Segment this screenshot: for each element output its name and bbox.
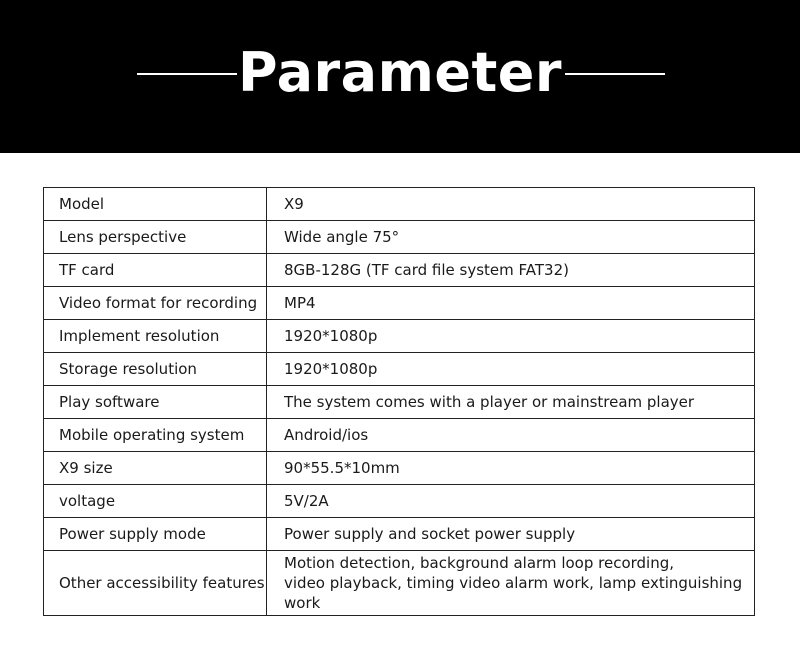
header-banner: [0, 0, 800, 153]
row-label: Implement resolution: [44, 320, 267, 353]
row-value: [267, 551, 755, 616]
row-label: X9 size: [44, 452, 267, 485]
row-value: Wide angle 75°: [267, 221, 755, 254]
row-value: X9: [267, 188, 755, 221]
row-label: Play software: [44, 386, 267, 419]
table-row: [44, 353, 755, 386]
row-label: Mobile operating system: [44, 419, 267, 452]
row-label: voltage: [44, 485, 267, 518]
row-label: Lens perspective: [44, 221, 267, 254]
row-value: 90*55.5*10mm: [267, 452, 755, 485]
table-row: [44, 221, 755, 254]
title-divider-right: [565, 73, 665, 75]
table-row: [44, 287, 755, 320]
table-row: [44, 386, 755, 419]
row-label: Power supply mode: [44, 518, 267, 551]
parameter-table: [43, 187, 755, 616]
table-row: [44, 254, 755, 287]
row-value: The system comes with a player or mainstream player: [267, 386, 755, 419]
row-value: 5V/2A: [267, 485, 755, 518]
table-row: [44, 452, 755, 485]
row-label: Model: [44, 188, 267, 221]
row-label: Storage resolution: [44, 353, 267, 386]
table-row: [44, 419, 755, 452]
row-value: 1920*1080p: [267, 353, 755, 386]
row-value: Power supply and socket power supply: [267, 518, 755, 551]
table-row: [44, 188, 755, 221]
table-row: [44, 518, 755, 551]
row-label: Video format for recording: [44, 287, 267, 320]
table-row: [44, 551, 755, 616]
page-title: Parameter: [237, 41, 563, 104]
row-value-line: Motion detection, background alarm loop recording,: [284, 554, 675, 572]
row-value-line: video playback, timing video alarm work, lamp extinguishing work: [284, 574, 743, 612]
row-value: MP4: [267, 287, 755, 320]
row-value: 8GB-128G (TF card file system FAT32): [267, 254, 755, 287]
row-value: Android/ios: [267, 419, 755, 452]
row-label: TF card: [44, 254, 267, 287]
row-label: Other accessibility features: [44, 551, 267, 616]
table-row: [44, 320, 755, 353]
table-row: [44, 485, 755, 518]
row-value: 1920*1080p: [267, 320, 755, 353]
